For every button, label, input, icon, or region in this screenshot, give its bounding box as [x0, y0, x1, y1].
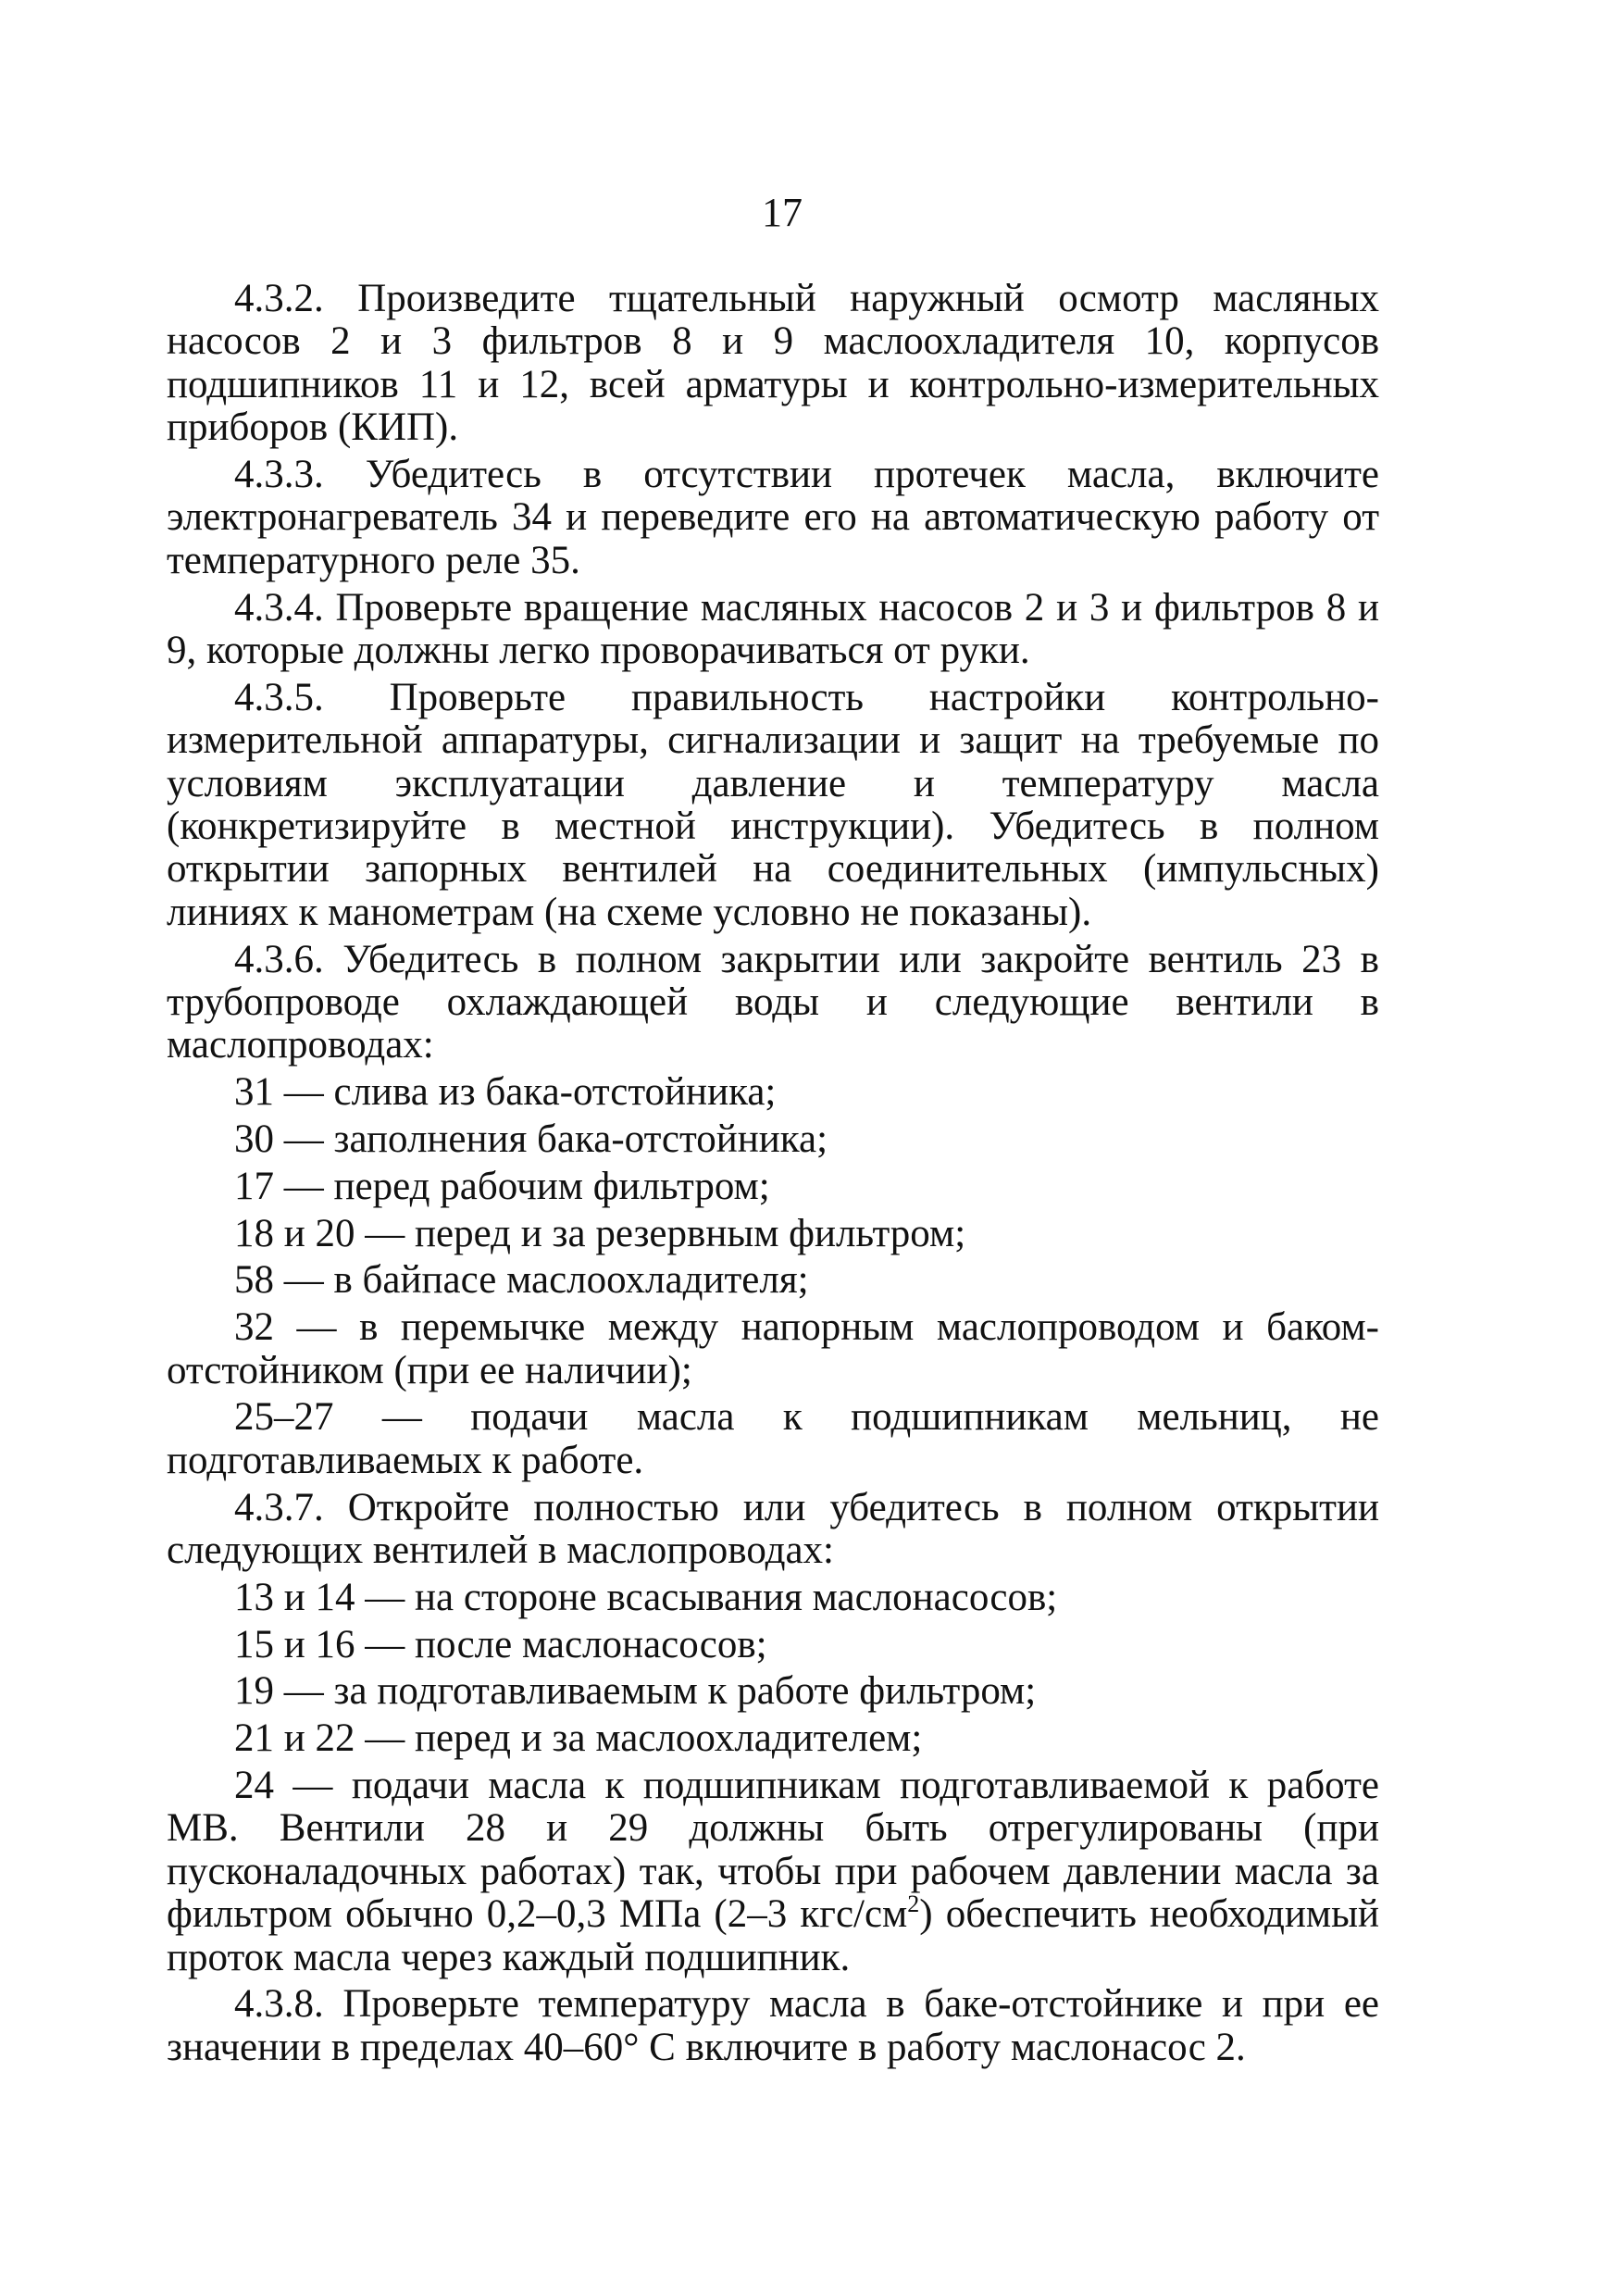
paragraph-4-3-8: 4.3.8. Проверьте температуру масла в баке-отстойнике и при ее значении в пределах 40–60° С включите в работу маслонасос 2.: [167, 1982, 1379, 2069]
list-item-valve-15-16: 15 и 16 — после маслонасосов;: [234, 1622, 767, 1666]
list-item-valve-21-22: 21 и 22 — перед и за маслоохладителем;: [234, 1716, 923, 1761]
list-item-valve-30: 30 — заполнения бака-отстойника;: [234, 1117, 828, 1162]
list-item-valve-25-27: 25–27 — подачи масла к подшипникам мельниц, не подготавливаемых к работе.: [167, 1395, 1379, 1482]
paragraph-4-3-5: 4.3.5. Проверьте правильность настройки контрольно-измерительной аппаратуры, сигнализации и защит на требуемые по условиям эксплуатации давление и температуру масла (конкретизируйте в местной инструкции). Убедитесь в полном открытии запорных вентилей на соединительных (импульсных) линиях к манометрам (на схеме условно не показаны).: [167, 675, 1379, 934]
paragraph-4-3-4: 4.3.4. Проверьте вращение масляных насосов 2 и 3 и фильтров 8 и 9, которые должны легко проворачиваться от руки.: [167, 585, 1379, 673]
list-item-valve-13-14: 13 и 14 — на стороне всасывания маслонасосов;: [234, 1575, 1058, 1619]
list-item-valve-32: 32 — в перемычке между напорным маслопроводом и баком-отстойником (при ее наличии);: [167, 1305, 1379, 1392]
valve-24-text-end: ) обеспечить необходимый проток масла через каждый подшипник.: [167, 1892, 1380, 1979]
list-item-valve-17: 17 — перед рабочим фильтром;: [234, 1164, 770, 1208]
list-item-valve-19: 19 — за подготавливаемым к работе фильтром;: [234, 1669, 1037, 1714]
superscript-squared: 2: [907, 1890, 920, 1918]
body-text: [167, 278, 1379, 2069]
valve-24-text: 24 — подачи масла к подшипникам подготавливаемой к работе МВ. Вентили 28 и 29 должны быть отрегулированы (при пусконаладочных работах) так, чтобы при рабочем давлении масла за фильтром обычно 0,2–0,3 МПа (2–3 кгс/см: [167, 1764, 1379, 1937]
list-item-valve-58: 58 — в байпасе маслоохладителя;: [234, 1258, 809, 1303]
list-item-valve-18-20: 18 и 20 — перед и за резервным фильтром;: [234, 1211, 966, 1255]
page-number: 17: [762, 190, 803, 235]
list-item-valve-31: 31 — слива из бака-отстойника;: [234, 1070, 777, 1115]
paragraph-4-3-7: 4.3.7. Откройте полностью или убедитесь в полном открытии следующих вентилей в маслопроводах:: [167, 1485, 1379, 1573]
paragraph-4-3-2: 4.3.2. Произведите тщательный наружный осмотр масляных насосов 2 и 3 фильтров 8 и 9 маслоохладителя 10, корпусов подшипников 11 и 12, всей арматуры и контрольно-измерительных приборов (КИП).: [167, 277, 1379, 450]
list-item-valve-24: [167, 1765, 1379, 1979]
document-page: [167, 185, 1379, 2222]
paragraph-4-3-3: 4.3.3. Убедитесь в отсутствии протечек масла, включите электронагреватель 34 и переведите его на автоматическую работу от температурного реле 35.: [167, 453, 1379, 582]
paragraph-4-3-6: 4.3.6. Убедитесь в полном закрытии или закройте вентиль 23 в трубопроводе охлаждающей воды и следующие вентили в маслопроводах:: [167, 937, 1379, 1067]
